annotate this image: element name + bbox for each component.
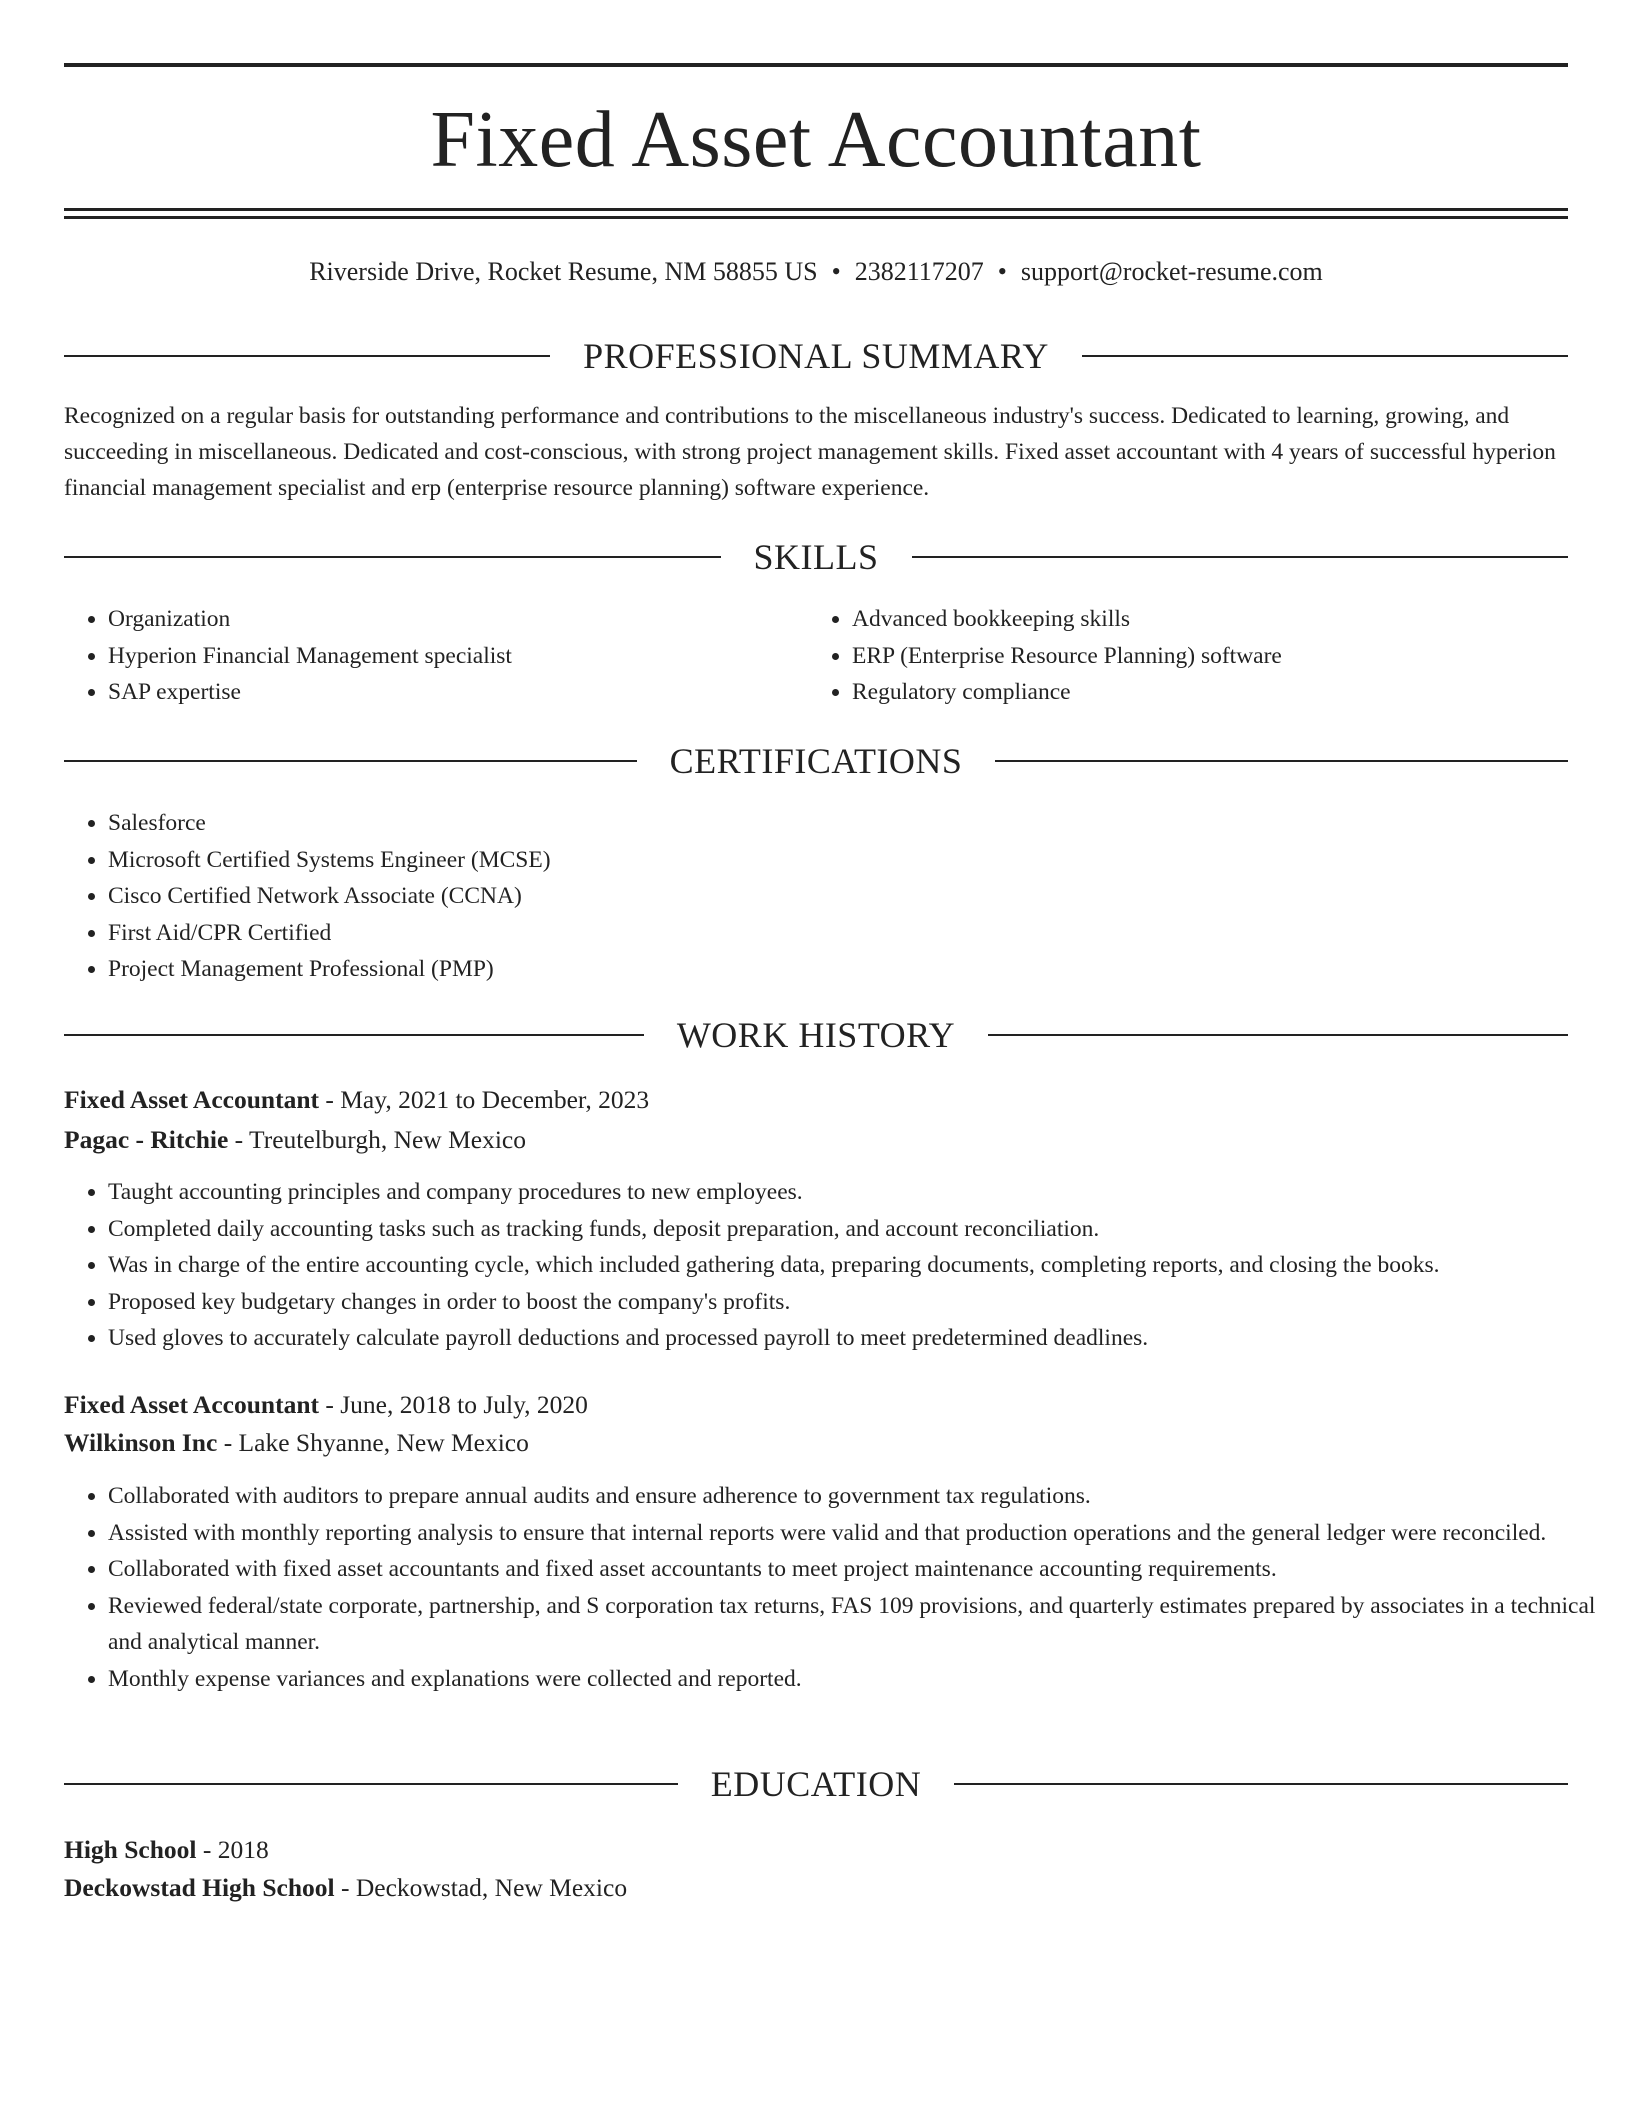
skill-item: • ERP (Enterprise Resource Planning) software: [852, 638, 1592, 675]
contact-separator: •: [997, 257, 1007, 286]
skills-list-right: [808, 601, 1592, 711]
certifications-list: [64, 805, 1568, 988]
skill-item: • Hyperion Financial Management specialist: [108, 638, 798, 675]
contact-line: [64, 252, 1568, 292]
section-rule-left: [64, 556, 721, 558]
contact-phone: 2382117207: [854, 257, 984, 286]
section-rule-right: [954, 1783, 1568, 1785]
education-location: - Deckowstad, New Mexico: [334, 1873, 628, 1902]
education-school: Deckowstad High School: [64, 1873, 335, 1902]
summary-text: Recognized on a regular basis for outstanding performance and contributions to the miscellaneous industry's success. Dedicated to learning, growing, and succeeding in miscellaneous. Dedicated and cost-conscious, with strong project management skills. Fixed asset accountant with 4 years of successful hyperion financial management specialist and erp (enterprise resource planning) software experience.: [64, 403, 1556, 501]
job-company-line: [64, 1424, 1568, 1462]
job-company: Wilkinson Inc: [64, 1428, 218, 1457]
section-heading: WORK HISTORY: [676, 1015, 956, 1055]
skill-item: • Regulatory compliance: [852, 674, 1592, 711]
job-bullet: • Completed daily accounting tasks such as tracking funds, deposit preparation, and account reconciliation.: [108, 1211, 1612, 1248]
section-title-skills: [64, 535, 1568, 579]
education-degree-line: [64, 1831, 1568, 1869]
job-location: - Lake Shyanne, New Mexico: [217, 1428, 529, 1457]
section-rule-left: [64, 1783, 678, 1785]
section-heading: SKILLS: [753, 537, 879, 577]
contact-separator: •: [831, 257, 841, 286]
skill-item: • Organization: [108, 601, 798, 638]
skills-list-left: [64, 601, 798, 711]
job-bullet: • Collaborated with auditors to prepare annual audits and ensure adherence to government tax regulations.: [108, 1478, 1612, 1515]
section-heading: EDUCATION: [710, 1764, 922, 1804]
job-bullet: • Was in charge of the entire accounting cycle, which included gathering data, preparing documents, completing reports, and closing the books.: [108, 1247, 1612, 1284]
section-rule-right: [995, 760, 1568, 762]
job-title-line: [64, 1386, 1568, 1424]
job-location: - Treutelburgh, New Mexico: [228, 1125, 526, 1154]
certification-item: • Cisco Certified Network Associate (CCNA): [108, 878, 1568, 915]
top-rule: [64, 63, 1568, 67]
section-rule-left: [64, 760, 637, 762]
section-title-work: [64, 1013, 1568, 1057]
education-degree: High School: [64, 1835, 197, 1864]
section-title-certifications: [64, 739, 1568, 783]
section-title-education: [64, 1762, 1568, 1806]
job-bullet: • Reviewed federal/state corporate, partnership, and S corporation tax returns, FAS 109 provisions, and quarterly estimates prepared by associates in a technical and analytical manner.: [108, 1588, 1612, 1661]
header-rule-lower: [64, 216, 1568, 219]
section-heading: PROFESSIONAL SUMMARY: [583, 336, 1049, 376]
job-bullet: • Collaborated with fixed asset accountants and fixed asset accountants to meet project maintenance accounting requirements.: [108, 1551, 1612, 1588]
job-role: Fixed Asset Accountant: [64, 1085, 319, 1114]
job-dates: - June, 2018 to July, 2020: [319, 1390, 588, 1419]
section-rule-right: [912, 556, 1569, 558]
job-dates: - May, 2021 to December, 2023: [319, 1085, 650, 1114]
job-title-line: [64, 1081, 1568, 1119]
section-rule-right: [1082, 355, 1568, 357]
contact-email: support@rocket-resume.com: [1020, 257, 1323, 286]
job-bullet: • Proposed key budgetary changes in order to boost the company's profits.: [108, 1284, 1612, 1321]
education-school-line: [64, 1869, 1568, 1907]
certification-item: • First Aid/CPR Certified: [108, 915, 1568, 952]
job-bullet: • Monthly expense variances and explanations were collected and reported.: [108, 1661, 1612, 1698]
job-company: Pagac - Ritchie: [64, 1125, 229, 1154]
job-bullets: [64, 1174, 1612, 1357]
candidate-name: Fixed Asset Accountant: [430, 96, 1202, 184]
header-rule-upper: [64, 208, 1568, 211]
job-company-line: [64, 1121, 1568, 1159]
section-rule-left: [64, 1034, 644, 1036]
skill-item: • Advanced bookkeeping skills: [852, 601, 1592, 638]
skill-item: • SAP expertise: [108, 674, 798, 711]
contact-address: Riverside Drive, Rocket Resume, NM 58855 US: [309, 257, 818, 286]
section-rule-left: [64, 355, 550, 357]
certification-item: • Microsoft Certified Systems Engineer (MCSE): [108, 842, 1568, 879]
job-bullets: [64, 1478, 1612, 1697]
certification-item: • Project Management Professional (PMP): [108, 951, 1568, 988]
education-year: - 2018: [196, 1835, 269, 1864]
section-rule-right: [988, 1034, 1568, 1036]
job-role: Fixed Asset Accountant: [64, 1390, 319, 1419]
job-bullet: • Used gloves to accurately calculate payroll deductions and processed payroll to meet predetermined deadlines.: [108, 1320, 1612, 1357]
section-title-summary: [64, 334, 1568, 378]
certification-item: • Salesforce: [108, 805, 1568, 842]
job-bullet: • Assisted with monthly reporting analysis to ensure that internal reports were valid and that production operations and the general ledger were reconciled.: [108, 1515, 1612, 1552]
section-heading: CERTIFICATIONS: [669, 741, 963, 781]
job-bullet: • Taught accounting principles and company procedures to new employees.: [108, 1174, 1612, 1211]
